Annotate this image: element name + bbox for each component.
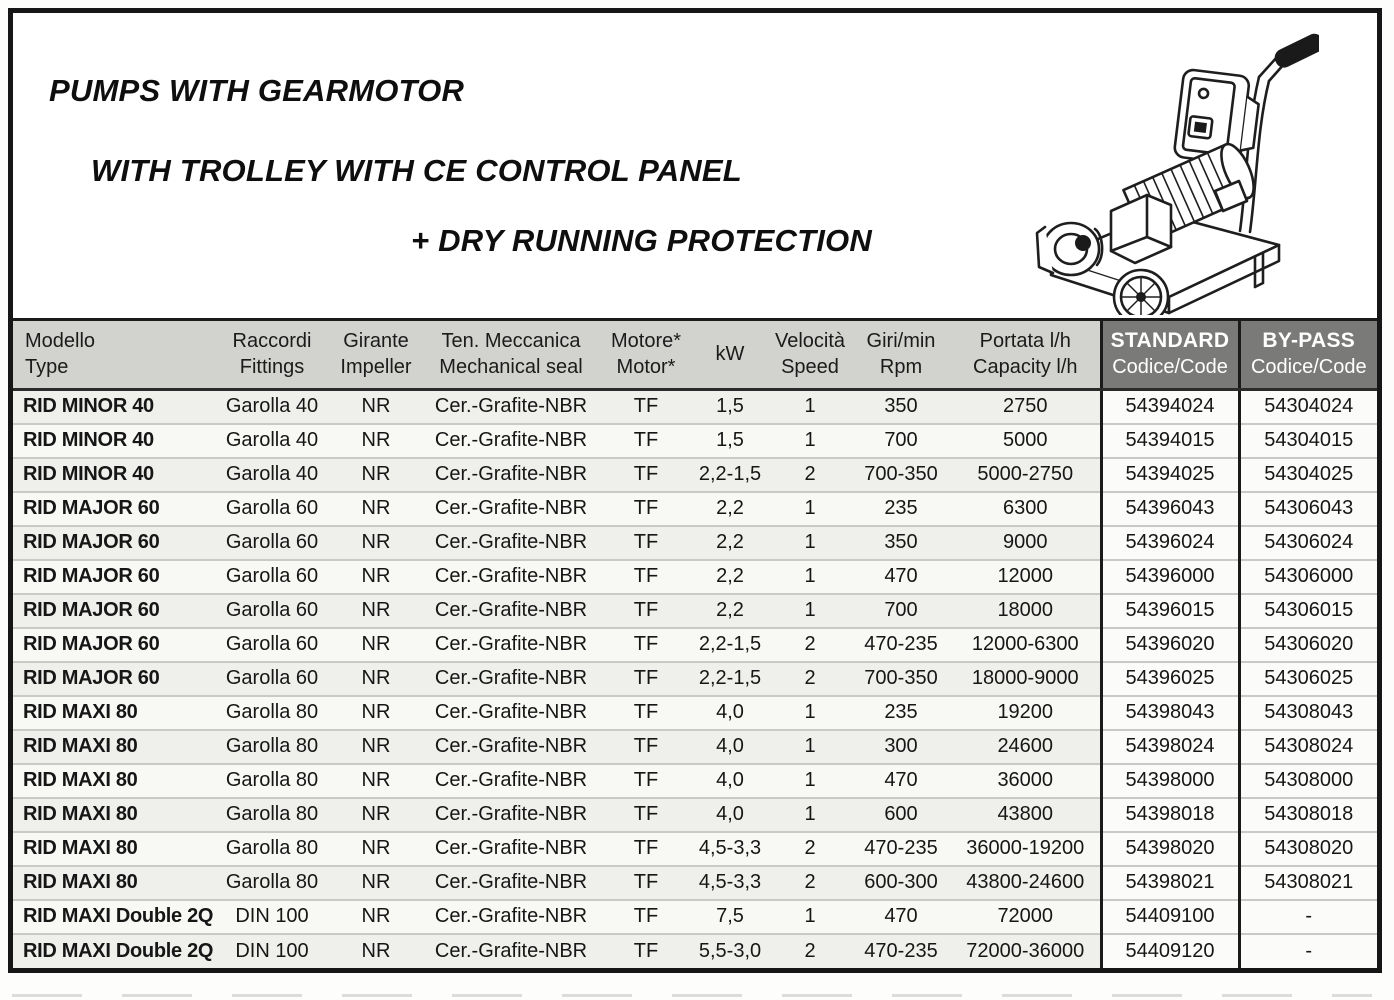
cell-bypass: 54308021 — [1239, 866, 1377, 900]
cell-rpm: 700-350 — [851, 662, 951, 696]
table-body — [13, 390, 1377, 968]
cell-seal: Cer.-Grafite-NBR — [421, 662, 601, 696]
cell-kw: 4,0 — [691, 696, 769, 730]
cell-seal: Cer.-Grafite-NBR — [421, 798, 601, 832]
cell-bypass: 54304025 — [1239, 458, 1377, 492]
cell-bypass: 54304015 — [1239, 424, 1377, 458]
cell-bypass: 54306043 — [1239, 492, 1377, 526]
cell-standard: 54396025 — [1101, 662, 1239, 696]
cell-kw: 1,5 — [691, 390, 769, 424]
cell-fittings: Garolla 60 — [213, 662, 331, 696]
cell-capacity: 72000 — [951, 900, 1101, 934]
cell-impeller: NR — [331, 560, 421, 594]
cell-kw: 7,5 — [691, 900, 769, 934]
cell-motor: TF — [601, 560, 691, 594]
cell-capacity: 18000-9000 — [951, 662, 1101, 696]
page-title-line-2: WITH TROLLEY WITH CE CONTROL PANEL — [91, 153, 742, 188]
cell-motor: TF — [601, 900, 691, 934]
cell-speed: 1 — [769, 424, 851, 458]
cell-kw: 4,5-3,3 — [691, 866, 769, 900]
cell-motor: TF — [601, 526, 691, 560]
cell-seal: Cer.-Grafite-NBR — [421, 526, 601, 560]
table-row — [13, 458, 1377, 492]
cell-impeller: NR — [331, 798, 421, 832]
table-row — [13, 730, 1377, 764]
cell-speed: 2 — [769, 934, 851, 968]
cell-rpm: 600 — [851, 798, 951, 832]
cell-standard: 54394015 — [1101, 424, 1239, 458]
cell-model: RID MAXI 80 — [13, 832, 213, 866]
cell-motor: TF — [601, 492, 691, 526]
cell-speed: 2 — [769, 628, 851, 662]
cell-capacity: 5000 — [951, 424, 1101, 458]
table-row — [13, 764, 1377, 798]
pump-spec-table — [13, 318, 1377, 968]
cell-speed: 1 — [769, 594, 851, 628]
cell-model: RID MAJOR 60 — [13, 594, 213, 628]
table-row — [13, 866, 1377, 900]
cell-fittings: Garolla 80 — [213, 798, 331, 832]
cell-model: RID MAJOR 60 — [13, 628, 213, 662]
cell-fittings: Garolla 60 — [213, 628, 331, 662]
cell-speed: 1 — [769, 730, 851, 764]
cell-impeller: NR — [331, 900, 421, 934]
cell-speed: 1 — [769, 526, 851, 560]
cell-seal: Cer.-Grafite-NBR — [421, 424, 601, 458]
page-title-line-1: PUMPS WITH GEARMOTOR — [49, 73, 465, 108]
column-header-speed: Velocità Speed — [769, 320, 851, 390]
cell-model: RID MAXI Double 2Q — [13, 900, 213, 934]
cell-standard: 54398021 — [1101, 866, 1239, 900]
cell-bypass: 54306015 — [1239, 594, 1377, 628]
cell-rpm: 470 — [851, 764, 951, 798]
cell-fittings: Garolla 60 — [213, 594, 331, 628]
cell-motor: TF — [601, 424, 691, 458]
cell-rpm: 350 — [851, 526, 951, 560]
cell-rpm: 700 — [851, 424, 951, 458]
cell-motor: TF — [601, 458, 691, 492]
cell-motor: TF — [601, 730, 691, 764]
cell-rpm: 350 — [851, 390, 951, 424]
cell-fittings: Garolla 60 — [213, 526, 331, 560]
table-row — [13, 526, 1377, 560]
scan-artifact-line — [12, 994, 1372, 997]
cell-fittings: Garolla 80 — [213, 696, 331, 730]
table-row — [13, 696, 1377, 730]
column-header-kw: kW — [691, 320, 769, 390]
cell-motor: TF — [601, 662, 691, 696]
cell-capacity: 5000-2750 — [951, 458, 1101, 492]
cell-bypass: 54306000 — [1239, 560, 1377, 594]
cell-fittings: Garolla 80 — [213, 764, 331, 798]
cell-impeller: NR — [331, 492, 421, 526]
table-row — [13, 390, 1377, 424]
cell-bypass: 54308043 — [1239, 696, 1377, 730]
cell-capacity: 2750 — [951, 390, 1101, 424]
cell-impeller: NR — [331, 424, 421, 458]
cell-speed: 2 — [769, 832, 851, 866]
cell-rpm: 470-235 — [851, 832, 951, 866]
cell-fittings: DIN 100 — [213, 934, 331, 968]
cell-model: RID MINOR 40 — [13, 390, 213, 424]
cell-kw: 2,2 — [691, 594, 769, 628]
cell-seal: Cer.-Grafite-NBR — [421, 696, 601, 730]
cell-model: RID MAJOR 60 — [13, 526, 213, 560]
cell-bypass: 54308024 — [1239, 730, 1377, 764]
cell-capacity: 19200 — [951, 696, 1101, 730]
title-area — [13, 13, 1377, 318]
cell-standard: 54409120 — [1101, 934, 1239, 968]
column-header-seal: Ten. Meccanica Mechanical seal — [421, 320, 601, 390]
table-row — [13, 798, 1377, 832]
cell-rpm: 235 — [851, 492, 951, 526]
table-row — [13, 832, 1377, 866]
table-row — [13, 594, 1377, 628]
cell-kw: 5,5-3,0 — [691, 934, 769, 968]
column-header-capacity: Portata l/h Capacity l/h — [951, 320, 1101, 390]
cell-rpm: 470-235 — [851, 628, 951, 662]
cell-rpm: 600-300 — [851, 866, 951, 900]
cell-rpm: 470 — [851, 900, 951, 934]
cell-seal: Cer.-Grafite-NBR — [421, 934, 601, 968]
cell-standard: 54398024 — [1101, 730, 1239, 764]
cell-kw: 1,5 — [691, 424, 769, 458]
cell-model: RID MINOR 40 — [13, 458, 213, 492]
table-row — [13, 934, 1377, 968]
column-header-bypass: BY-PASS Codice/Code — [1239, 320, 1377, 390]
cell-capacity: 12000-6300 — [951, 628, 1101, 662]
cell-speed: 1 — [769, 900, 851, 934]
cell-seal: Cer.-Grafite-NBR — [421, 628, 601, 662]
cell-standard: 54396020 — [1101, 628, 1239, 662]
cell-impeller: NR — [331, 458, 421, 492]
cell-impeller: NR — [331, 662, 421, 696]
cell-standard: 54398000 — [1101, 764, 1239, 798]
table-row — [13, 560, 1377, 594]
cell-kw: 2,2 — [691, 526, 769, 560]
cell-fittings: Garolla 40 — [213, 424, 331, 458]
cell-capacity: 18000 — [951, 594, 1101, 628]
cell-rpm: 470 — [851, 560, 951, 594]
cell-impeller: NR — [331, 390, 421, 424]
table-row — [13, 628, 1377, 662]
cell-fittings: Garolla 40 — [213, 458, 331, 492]
cell-standard: 54398020 — [1101, 832, 1239, 866]
cell-motor: TF — [601, 832, 691, 866]
cell-standard: 54396000 — [1101, 560, 1239, 594]
cell-capacity: 72000-36000 — [951, 934, 1101, 968]
table-row — [13, 492, 1377, 526]
column-header-fittings: Raccordi Fittings — [213, 320, 331, 390]
cell-impeller: NR — [331, 866, 421, 900]
cell-fittings: Garolla 80 — [213, 730, 331, 764]
cell-motor: TF — [601, 934, 691, 968]
cell-capacity: 36000 — [951, 764, 1101, 798]
cell-speed: 1 — [769, 560, 851, 594]
cell-impeller: NR — [331, 832, 421, 866]
table-row — [13, 662, 1377, 696]
cell-model: RID MAXI 80 — [13, 696, 213, 730]
page-title-line-3: + DRY RUNNING PROTECTION — [411, 223, 872, 258]
column-header-model: Modello Type — [13, 320, 213, 390]
cell-seal: Cer.-Grafite-NBR — [421, 458, 601, 492]
cell-bypass: 54306020 — [1239, 628, 1377, 662]
cell-model: RID MAXI 80 — [13, 798, 213, 832]
cell-standard: 54396043 — [1101, 492, 1239, 526]
cell-fittings: Garolla 80 — [213, 832, 331, 866]
cell-impeller: NR — [331, 594, 421, 628]
cell-standard: 54398043 — [1101, 696, 1239, 730]
cell-bypass: 54308020 — [1239, 832, 1377, 866]
cell-seal: Cer.-Grafite-NBR — [421, 900, 601, 934]
column-header-standard: STANDARD Codice/Code — [1101, 320, 1239, 390]
cell-capacity: 24600 — [951, 730, 1101, 764]
cell-model: RID MAXI 80 — [13, 764, 213, 798]
cell-capacity: 43800 — [951, 798, 1101, 832]
cell-kw: 2,2-1,5 — [691, 662, 769, 696]
cell-model: RID MAXI Double 2Q — [13, 934, 213, 968]
cell-seal: Cer.-Grafite-NBR — [421, 730, 601, 764]
cell-standard: 54396024 — [1101, 526, 1239, 560]
cell-seal: Cer.-Grafite-NBR — [421, 866, 601, 900]
cell-rpm: 300 — [851, 730, 951, 764]
cell-seal: Cer.-Grafite-NBR — [421, 594, 601, 628]
cell-motor: TF — [601, 798, 691, 832]
page-border-frame — [8, 8, 1382, 973]
cell-model: RID MINOR 40 — [13, 424, 213, 458]
cell-speed: 2 — [769, 866, 851, 900]
cell-fittings: DIN 100 — [213, 900, 331, 934]
cell-kw: 2,2-1,5 — [691, 458, 769, 492]
table-header-row — [13, 320, 1377, 390]
cell-seal: Cer.-Grafite-NBR — [421, 560, 601, 594]
cell-speed: 1 — [769, 764, 851, 798]
table-row — [13, 424, 1377, 458]
table-row — [13, 900, 1377, 934]
cell-impeller: NR — [331, 764, 421, 798]
column-header-motor: Motore* Motor* — [601, 320, 691, 390]
cell-capacity: 12000 — [951, 560, 1101, 594]
cell-standard: 54396015 — [1101, 594, 1239, 628]
cell-bypass: 54308000 — [1239, 764, 1377, 798]
cell-motor: TF — [601, 628, 691, 662]
cell-speed: 2 — [769, 458, 851, 492]
cell-speed: 1 — [769, 798, 851, 832]
cell-speed: 1 — [769, 390, 851, 424]
cell-capacity: 36000-19200 — [951, 832, 1101, 866]
cell-kw: 2,2 — [691, 492, 769, 526]
cell-kw: 4,0 — [691, 798, 769, 832]
cell-seal: Cer.-Grafite-NBR — [421, 764, 601, 798]
cell-standard: 54398018 — [1101, 798, 1239, 832]
cell-impeller: NR — [331, 526, 421, 560]
cell-capacity: 6300 — [951, 492, 1101, 526]
cell-impeller: NR — [331, 730, 421, 764]
cell-model: RID MAJOR 60 — [13, 560, 213, 594]
cell-kw: 4,0 — [691, 764, 769, 798]
cell-rpm: 700 — [851, 594, 951, 628]
cell-model: RID MAXI 80 — [13, 866, 213, 900]
cell-kw: 2,2 — [691, 560, 769, 594]
cell-motor: TF — [601, 696, 691, 730]
cell-bypass: 54304024 — [1239, 390, 1377, 424]
cell-model: RID MAJOR 60 — [13, 662, 213, 696]
cell-standard: 54394024 — [1101, 390, 1239, 424]
cell-speed: 1 — [769, 696, 851, 730]
cell-seal: Cer.-Grafite-NBR — [421, 832, 601, 866]
cell-seal: Cer.-Grafite-NBR — [421, 390, 601, 424]
cell-model: RID MAXI 80 — [13, 730, 213, 764]
pump-trolley-illustration — [1019, 15, 1319, 315]
cell-fittings: Garolla 40 — [213, 390, 331, 424]
cell-standard: 54394025 — [1101, 458, 1239, 492]
cell-speed: 2 — [769, 662, 851, 696]
cell-bypass: - — [1239, 934, 1377, 968]
cell-rpm: 235 — [851, 696, 951, 730]
cell-motor: TF — [601, 594, 691, 628]
cell-fittings: Garolla 60 — [213, 492, 331, 526]
cell-speed: 1 — [769, 492, 851, 526]
cell-kw: 4,5-3,3 — [691, 832, 769, 866]
cell-impeller: NR — [331, 696, 421, 730]
cell-bypass: - — [1239, 900, 1377, 934]
cell-standard: 54409100 — [1101, 900, 1239, 934]
cell-motor: TF — [601, 866, 691, 900]
cell-capacity: 9000 — [951, 526, 1101, 560]
column-header-impeller: Girante Impeller — [331, 320, 421, 390]
cell-impeller: NR — [331, 628, 421, 662]
column-header-rpm: Giri/min Rpm — [851, 320, 951, 390]
cell-bypass: 54306025 — [1239, 662, 1377, 696]
cell-rpm: 700-350 — [851, 458, 951, 492]
cell-kw: 4,0 — [691, 730, 769, 764]
cell-rpm: 470-235 — [851, 934, 951, 968]
cell-bypass: 54306024 — [1239, 526, 1377, 560]
cell-fittings: Garolla 80 — [213, 866, 331, 900]
cell-capacity: 43800-24600 — [951, 866, 1101, 900]
cell-impeller: NR — [331, 934, 421, 968]
cell-kw: 2,2-1,5 — [691, 628, 769, 662]
cell-motor: TF — [601, 764, 691, 798]
cell-model: RID MAJOR 60 — [13, 492, 213, 526]
cell-motor: TF — [601, 390, 691, 424]
cell-bypass: 54308018 — [1239, 798, 1377, 832]
cell-fittings: Garolla 60 — [213, 560, 331, 594]
cell-seal: Cer.-Grafite-NBR — [421, 492, 601, 526]
